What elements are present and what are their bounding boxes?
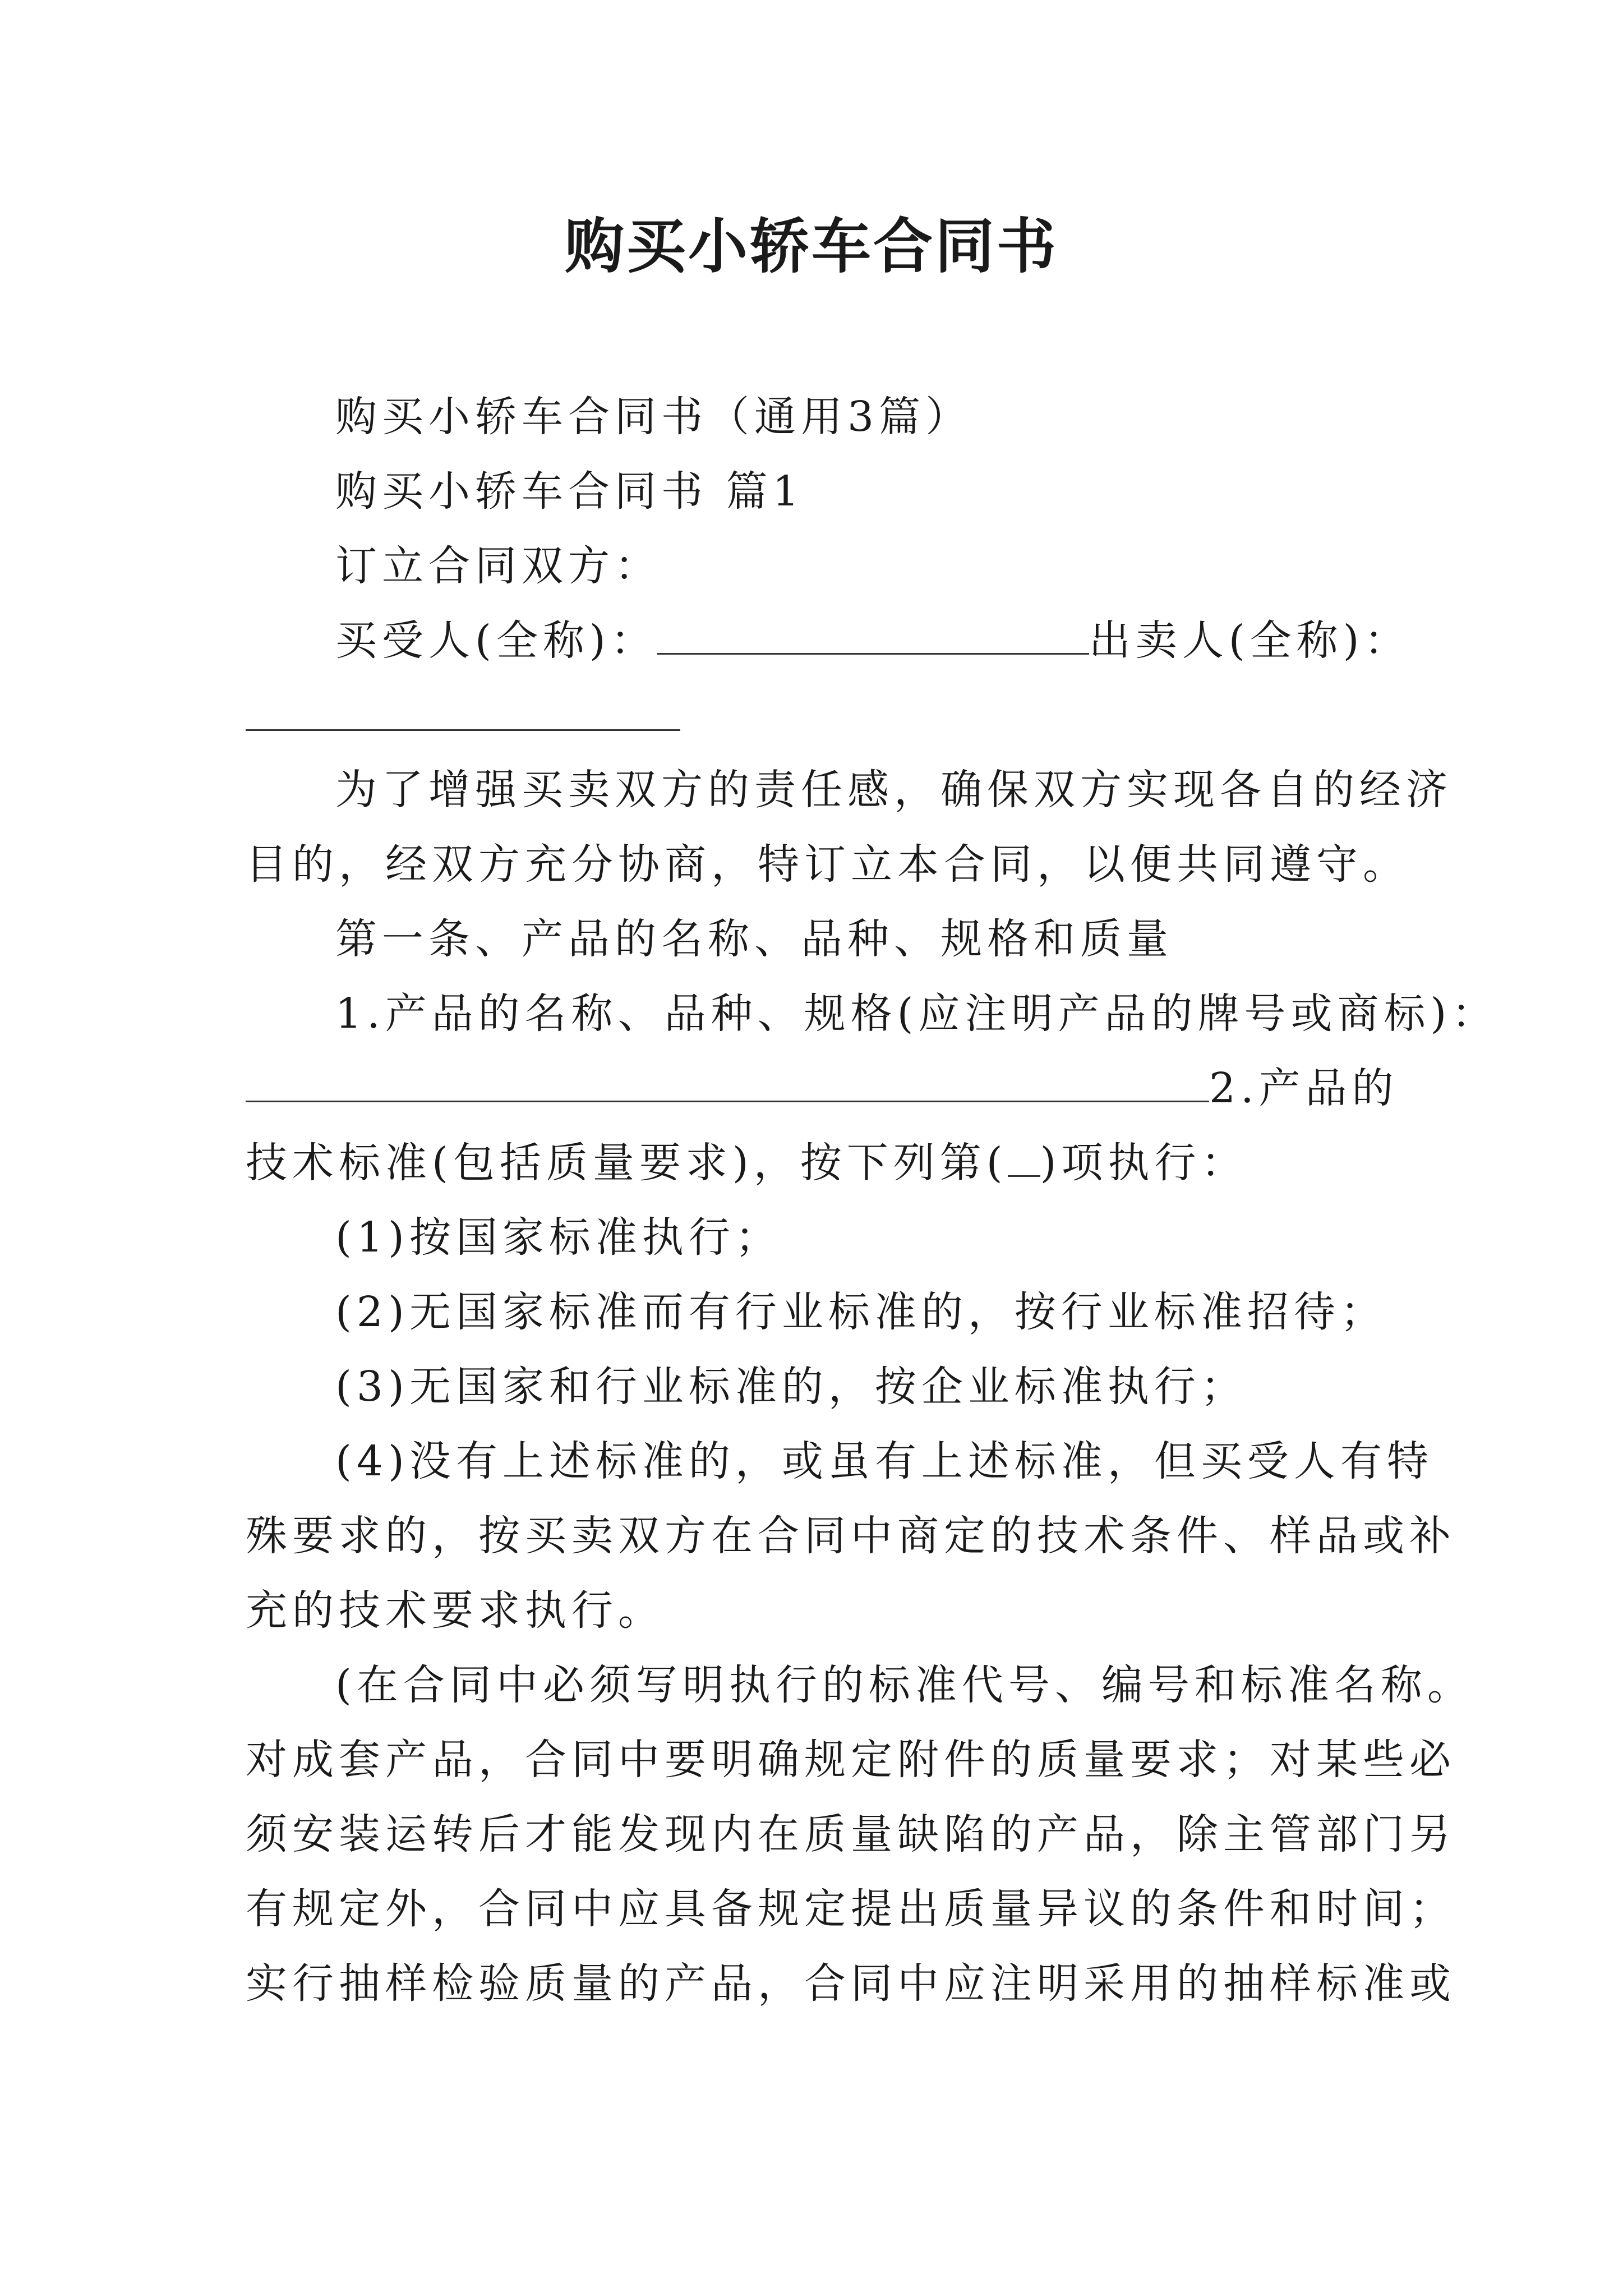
seller-name-blank[interactable] (246, 729, 680, 731)
item-1: 1.产品的名称、品种、规格(应注明产品的牌号或商标)： (335, 990, 1498, 1038)
note-line-1: (在合同中必须写明执行的标准代号、编号和标准名称。 (335, 1661, 1474, 1709)
buyer-name-blank[interactable] (657, 617, 1089, 655)
option-4-line-1: (4)没有上述标准的，或虽有上述标准，但买受人有特 (335, 1437, 1433, 1485)
buyer-label: 买受人(全称)： (335, 616, 657, 665)
subtitle: 购买小轿车合同书（通用3篇） (335, 393, 972, 441)
note-line-4: 有规定外，合同中应具备规定提出质量异议的条件和时间； (246, 1885, 1456, 1933)
purpose-line-2: 目的，经双方充分协商，特订立本合同，以便共同遵守。 (246, 840, 1409, 889)
item-2-text: 技术标准(包括质量要求)，按下列第( (246, 1139, 1008, 1187)
item-2-continued (246, 1135, 1247, 1191)
document-title: 购买小轿车合同书 (565, 211, 1058, 281)
option-2: (2)无国家标准而有行业标准的，按行业标准招待； (335, 1288, 1387, 1336)
item-2-start: 2.产品的 (1209, 1064, 1399, 1112)
option-4-line-3: 充的技术要求执行。 (246, 1586, 665, 1635)
option-4-line-2: 殊要求的，按买卖双方在合同中商定的技术条件、样品或补 (246, 1512, 1456, 1560)
option-number-blank[interactable] (1008, 1139, 1040, 1177)
option-3: (3)无国家和行业标准的，按企业标准执行； (335, 1363, 1247, 1411)
item-2-line (246, 1060, 1399, 1116)
note-line-3: 须安装运转后才能发现内在质量缺陷的产品，除主管部门另 (246, 1810, 1456, 1858)
article-1-heading: 第一条、产品的名称、品种、规格和质量 (335, 915, 1173, 963)
item-2-end: )项执行： (1040, 1139, 1248, 1187)
option-1: (1)按国家标准执行； (335, 1213, 782, 1262)
product-spec-blank[interactable] (246, 1065, 1209, 1102)
section-heading: 购买小轿车合同书 篇1 (335, 467, 804, 516)
note-line-2: 对成套产品，合同中要明确规定附件的质量要求；对某些必 (246, 1736, 1456, 1784)
seller-label: 出卖人(全称)： (1089, 616, 1411, 665)
parties-intro: 订立合同双方： (335, 542, 661, 590)
note-line-5: 实行抽样检验质量的产品，合同中应注明采用的抽样标准或 (246, 1959, 1456, 2008)
parties-line (335, 613, 1411, 669)
purpose-line-1: 为了增强买卖双方的责任感，确保双方实现各自的经济 (335, 766, 1453, 814)
